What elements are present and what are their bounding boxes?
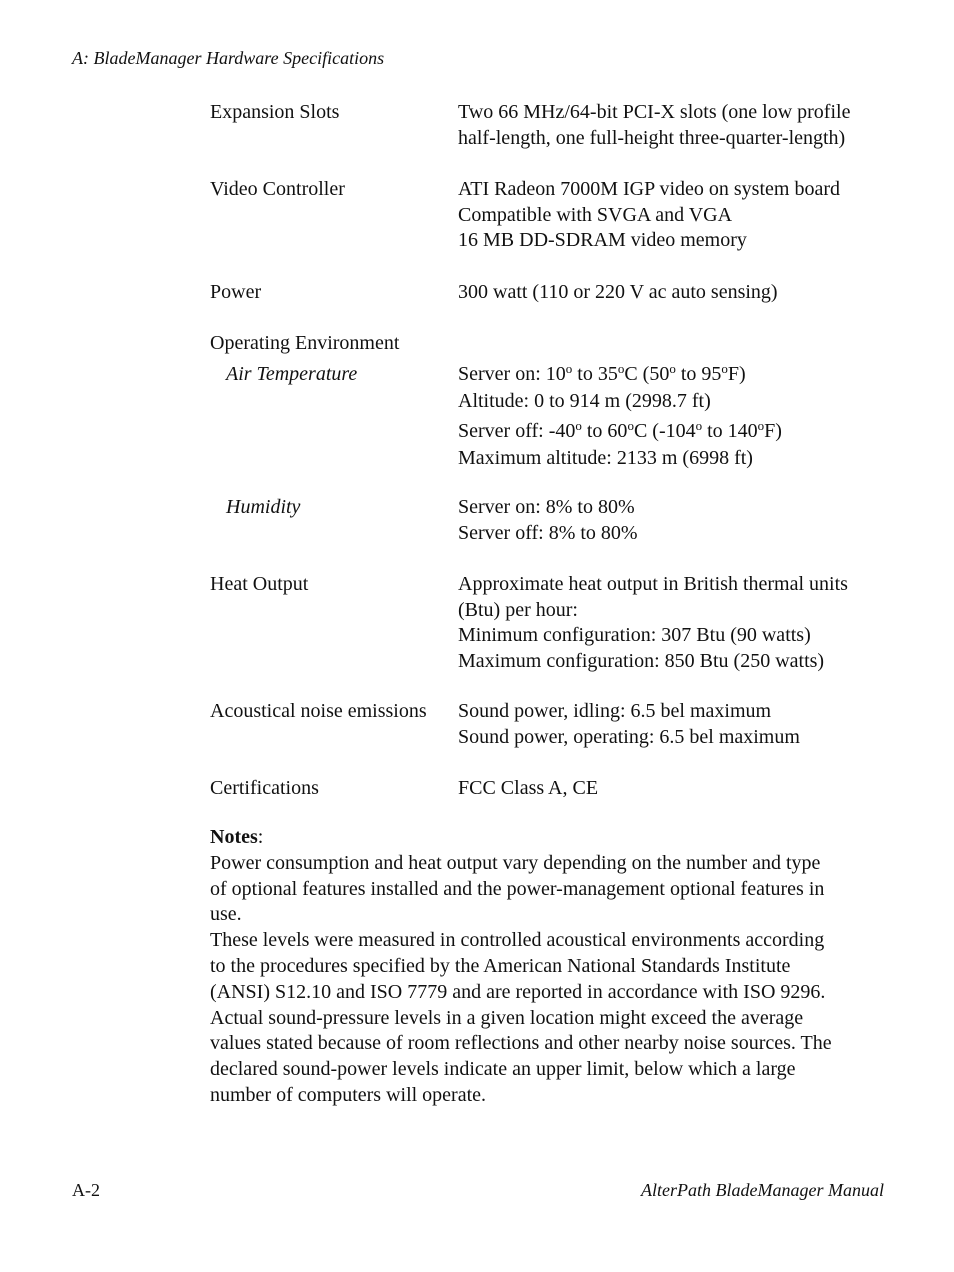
spec-value [458, 495, 898, 546]
spec-value [458, 699, 898, 750]
spec-line: Server on: 8% to 80% [458, 496, 635, 518]
spec-line: Minimum configuration: 307 Btu (90 watts) [458, 624, 811, 646]
notes-line: declared sound-power levels indicate an upper limit, below which a large [210, 1058, 796, 1081]
spec-line: 300 watt (110 or 220 V ac auto sensing) [458, 281, 778, 303]
notes-line: These levels were measured in controlled acoustical environments according [210, 929, 825, 952]
manual-title: AlterPath BladeManager Manual [641, 1180, 884, 1200]
spec-line: Sound power, operating: 6.5 bel maximum [458, 725, 800, 748]
spec-label: Certifications [210, 777, 319, 799]
running-header: A: BladeManager Hardware Specifications [72, 48, 385, 68]
spec-line: half-length, one full-height three-quarter-length) [458, 126, 846, 149]
spec-line: (Btu) per hour: [458, 598, 578, 621]
spec-label: Humidity [226, 496, 301, 518]
spec-value [458, 362, 898, 471]
spec-line: Compatible with SVGA and VGA [458, 203, 733, 226]
spec-label: Acoustical noise emissions [210, 700, 427, 722]
spec-value [458, 177, 898, 254]
page-number: A-2 [72, 1180, 100, 1200]
spec-line: Maximum configuration: 850 Btu (250 watts) [458, 649, 825, 672]
spec-line: ATI Radeon 7000M IGP video on system board [458, 178, 840, 200]
spec-label: Video Controller [210, 178, 345, 200]
spec-label: Heat Output [210, 573, 309, 595]
spec-line: Two 66 MHz/64-bit PCI-X slots (one low profile [458, 101, 851, 123]
notes-heading: Notes: [210, 826, 264, 848]
spec-label: Expansion Slots [210, 101, 340, 123]
spec-label: Operating Environment [210, 332, 400, 354]
notes-line: Actual sound-pressure levels in a given location might exceed the average [210, 1006, 804, 1029]
spec-line: Sound power, idling: 6.5 bel maximum [458, 700, 772, 722]
spec-line: FCC Class A, CE [458, 777, 599, 799]
notes-line: Power consumption and heat output vary depending on the number and type [210, 851, 821, 874]
notes-line: to the procedures specified by the American National Standards Institute [210, 954, 791, 977]
spec-line: Server off: 8% to 80% [458, 521, 638, 544]
spec-line: Altitude: 0 to 914 m (2998.7 ft) [458, 389, 711, 412]
spec-value [458, 572, 898, 674]
spec-value [458, 100, 898, 151]
notes-line: values stated because of room reflections and other nearby noise sources. The [210, 1032, 832, 1055]
spec-line: Maximum altitude: 2133 m (6998 ft) [458, 446, 753, 469]
air-temp-server-off: Server off: -40$^o$ to 60$^o$C (-104$^o$ to 140$^o$F) [458, 418, 782, 442]
notes-line: (ANSI) S12.10 and ISO 7779 and are reported in accordance with ISO 9296. [210, 980, 826, 1003]
notes-section [210, 825, 890, 1109]
notes-line: of optional features installed and the power-management optional features in [210, 877, 825, 900]
spec-value [458, 776, 898, 802]
notes-line: use. [210, 903, 242, 926]
spec-line: Approximate heat output in British thermal units [458, 573, 848, 595]
air-temp-server-on: Server on: 10$^o$ to 35$^o$C (50$^o$ to 95$^o$F) [458, 361, 746, 385]
spec-label: Air Temperature [226, 363, 358, 385]
spec-value [458, 280, 898, 306]
spec-label: Power [210, 281, 262, 303]
notes-line: number of computers will operate. [210, 1083, 487, 1106]
spec-line: 16 MB DD-SDRAM video memory [458, 229, 747, 251]
